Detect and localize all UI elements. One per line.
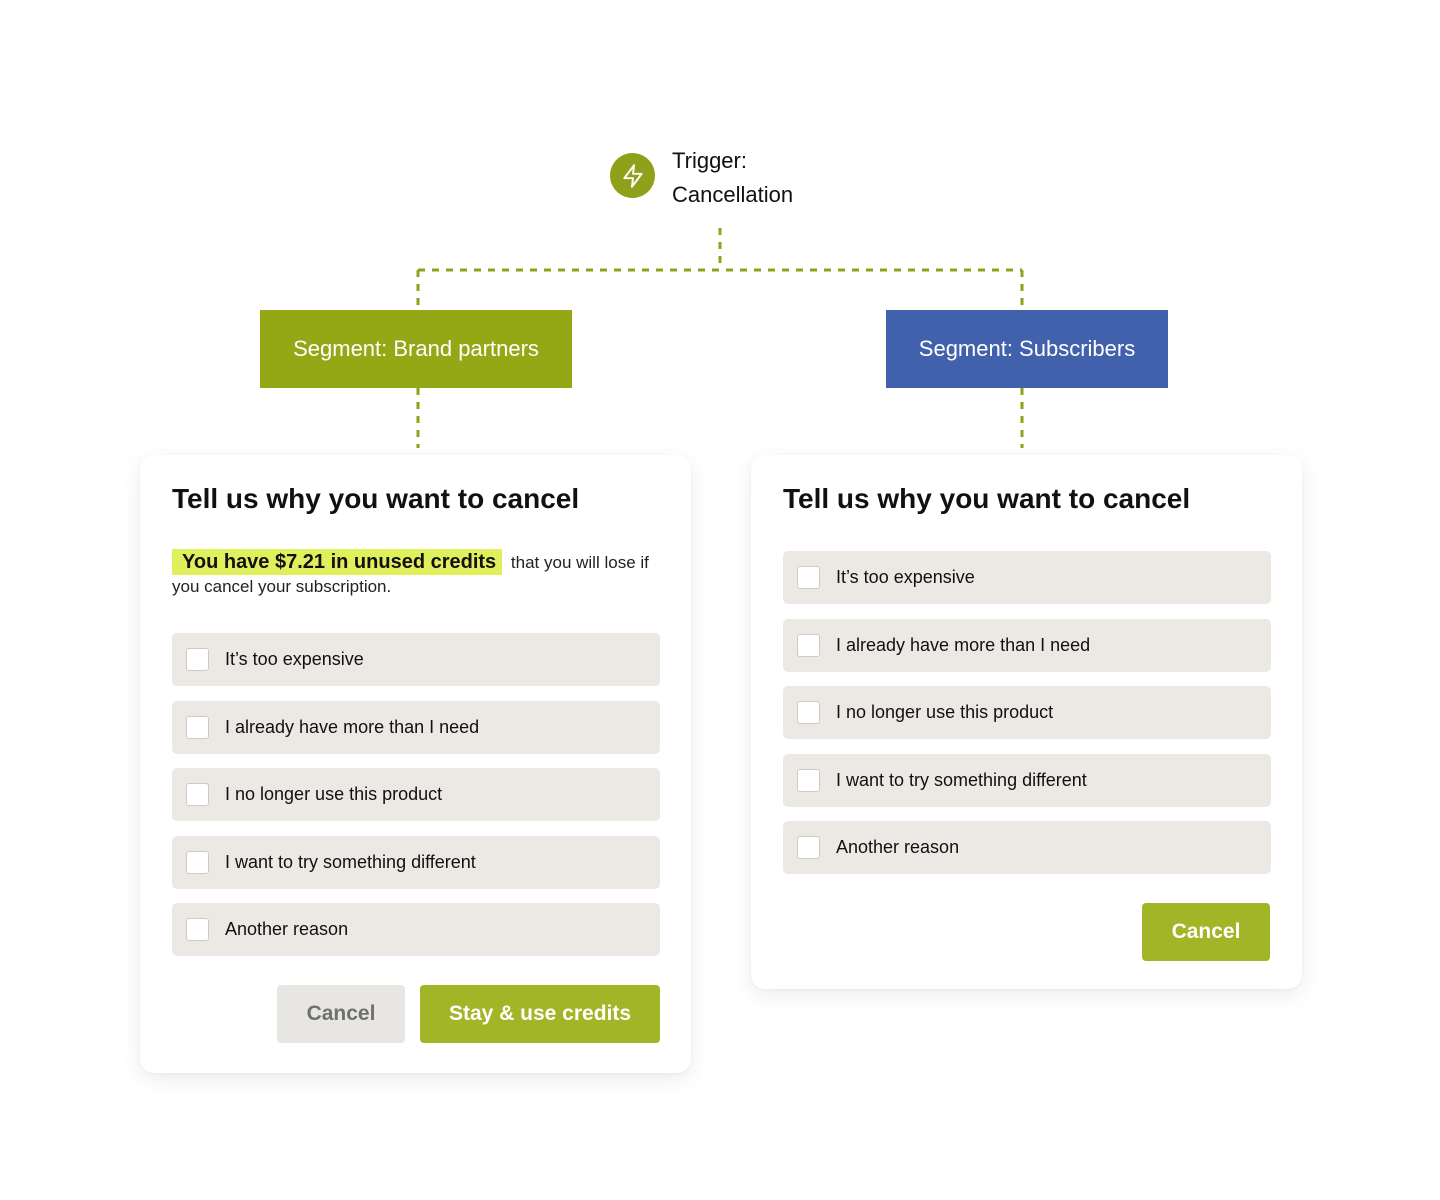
checkbox[interactable]	[797, 566, 820, 589]
option-label: I already have more than I need	[836, 634, 1091, 655]
checkbox[interactable]	[797, 836, 820, 859]
credits-highlight: You have $7.21 in unused credits	[172, 549, 502, 575]
option-label: Another reason	[836, 837, 960, 857]
option-another-reason[interactable]	[783, 821, 1271, 874]
checkbox[interactable]	[797, 701, 820, 724]
option-label: I want to try something different	[836, 769, 1087, 790]
option-label: Another reason	[225, 919, 349, 939]
card-title: Tell us why you want to cancel	[172, 483, 580, 514]
option-try-something-different[interactable]	[783, 754, 1271, 807]
stay-use-credits-button[interactable]: Stay & use credits	[420, 985, 660, 1043]
option-have-more-than-need[interactable]	[783, 619, 1271, 672]
option-label: I no longer use this product	[836, 702, 1054, 722]
checkbox[interactable]	[186, 783, 209, 806]
cancel-button[interactable]: Cancel	[277, 985, 405, 1043]
trigger-label-group	[672, 144, 793, 212]
trigger-value: Cancellation	[672, 182, 794, 207]
checkbox[interactable]	[186, 716, 209, 739]
option-no-longer-use[interactable]	[172, 768, 660, 821]
checkbox[interactable]	[186, 648, 209, 671]
segment-subscribers: Segment: Subscribers	[886, 310, 1168, 388]
segment-brand-partners: Segment: Brand partners	[260, 310, 572, 388]
option-have-more-than-need[interactable]	[172, 701, 660, 754]
cancel-button[interactable]: Cancel	[1142, 903, 1270, 961]
checkbox[interactable]	[186, 918, 209, 941]
trigger-label: Trigger:	[672, 148, 747, 173]
option-no-longer-use[interactable]	[783, 686, 1271, 739]
option-another-reason[interactable]	[172, 903, 660, 956]
checkbox[interactable]	[186, 851, 209, 874]
lightning-bolt-icon	[610, 153, 655, 198]
reason-options	[783, 551, 1271, 889]
card-title: Tell us why you want to cancel	[783, 483, 1191, 514]
checkbox[interactable]	[797, 634, 820, 657]
option-label: It’s too expensive	[225, 649, 364, 669]
option-try-something-different[interactable]	[172, 836, 660, 889]
option-label: I already have more than I need	[225, 716, 480, 737]
cancel-survey-card-subscribers	[751, 455, 1302, 989]
option-too-expensive[interactable]	[172, 633, 660, 686]
cancel-survey-card-brand-partners	[140, 455, 691, 1073]
option-too-expensive[interactable]	[783, 551, 1271, 604]
option-label: I no longer use this product	[225, 784, 443, 804]
credits-notice	[172, 550, 652, 599]
checkbox[interactable]	[797, 769, 820, 792]
credits-text: that you will lose if you cancel your subscription.	[172, 553, 649, 596]
option-label: I want to try something different	[225, 851, 476, 872]
reason-options	[172, 633, 660, 971]
option-label: It’s too expensive	[836, 567, 975, 587]
